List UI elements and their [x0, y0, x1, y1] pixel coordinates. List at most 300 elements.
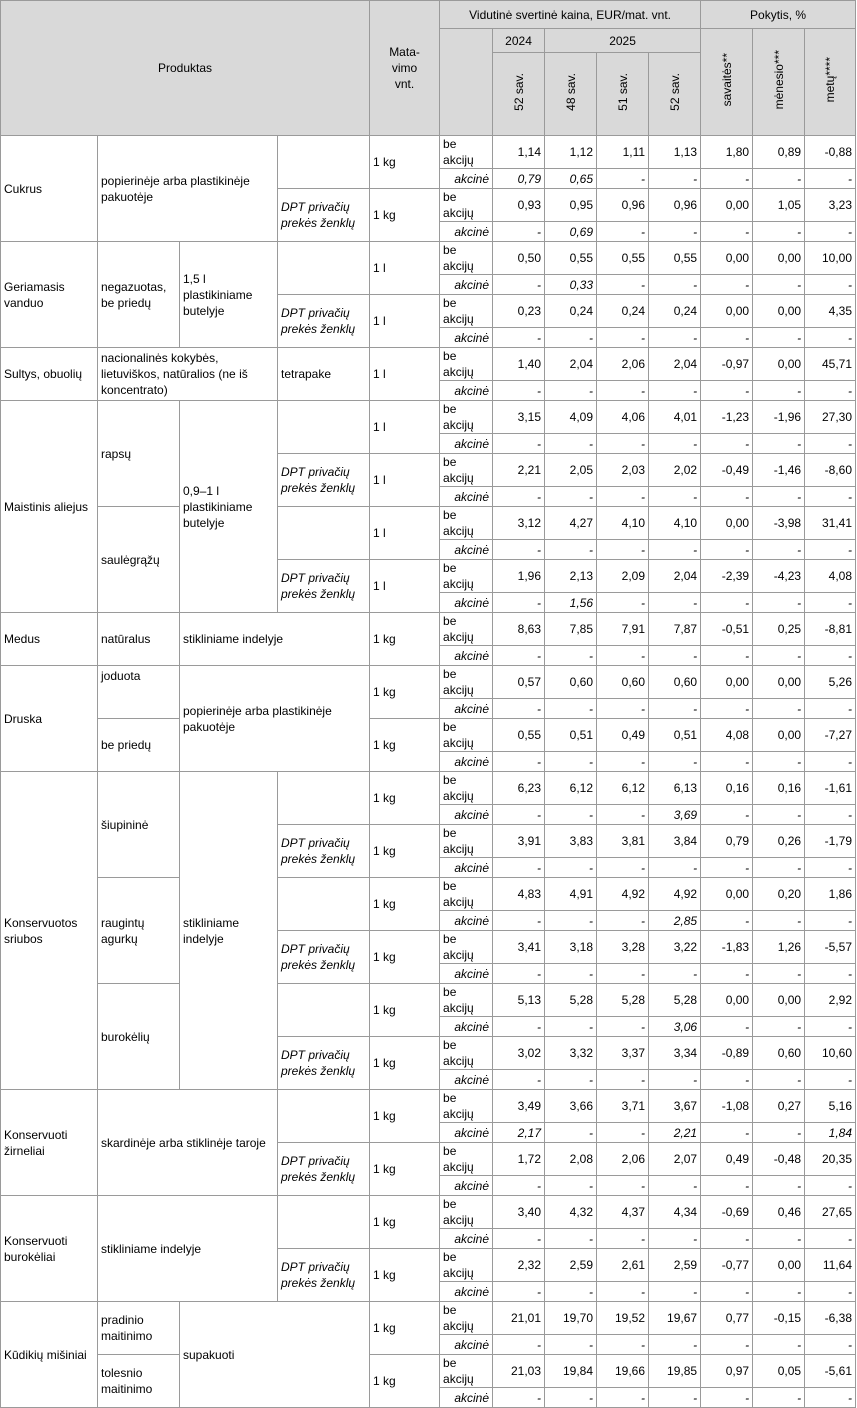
- header-change-group: Pokytis, %: [701, 1, 856, 29]
- value-price-2024-w52: 1,72: [493, 1143, 545, 1176]
- label-be-akciju: be akcijų: [440, 1249, 493, 1282]
- value-change-week: -0,89: [701, 1037, 753, 1070]
- product-pack: popierinėje arba plastikinėje pakuotėje: [98, 136, 278, 242]
- product-type: raugintų agurkų: [98, 878, 180, 984]
- value-change-week: 1,80: [701, 136, 753, 169]
- value-change-week: -: [701, 752, 753, 772]
- value-change-year: -: [805, 487, 856, 507]
- value-change-week: -: [701, 1017, 753, 1037]
- header-week-2025-52: 52 sav.: [649, 53, 701, 136]
- label-akcine: akcinė: [440, 1123, 493, 1143]
- value-price-2025-w51: -: [597, 646, 649, 666]
- value-price-2024-w52: -: [493, 593, 545, 613]
- value-price-2025-w48: -: [545, 1017, 597, 1037]
- label-be-akciju: be akcijų: [440, 1302, 493, 1335]
- value-change-month: -: [753, 1229, 805, 1249]
- value-price-2025-w52: -: [649, 646, 701, 666]
- value-change-week: 0,79: [701, 825, 753, 858]
- value-price-2024-w52: 0,57: [493, 666, 545, 699]
- label-be-akciju: be akcijų: [440, 878, 493, 911]
- value-change-year: 31,41: [805, 507, 856, 540]
- value-change-week: -0,77: [701, 1249, 753, 1282]
- value-price-2024-w52: -: [493, 646, 545, 666]
- value-price-2025-w51: -: [597, 1229, 649, 1249]
- value-price-2025-w51: -: [597, 540, 649, 560]
- value-price-2025-w48: -: [545, 1176, 597, 1196]
- value-change-week: -: [701, 699, 753, 719]
- value-price-2024-w52: 3,12: [493, 507, 545, 540]
- value-price-2025-w52: -: [649, 381, 701, 401]
- product-pack: popierinėje arba plastikinėje pakuotėje: [180, 666, 370, 772]
- label-akcine: akcinė: [440, 752, 493, 772]
- value-price-2025-w51: -: [597, 752, 649, 772]
- unit-cell: 1 l: [370, 401, 440, 454]
- value-price-2025-w52: 0,96: [649, 189, 701, 222]
- value-price-2025-w48: -: [545, 1229, 597, 1249]
- label-akcine: akcinė: [440, 1070, 493, 1090]
- value-price-2025-w48: 2,05: [545, 454, 597, 487]
- value-price-2025-w51: 3,71: [597, 1090, 649, 1123]
- value-change-month: -: [753, 169, 805, 189]
- value-price-2025-w48: 19,70: [545, 1302, 597, 1335]
- value-price-2024-w52: -: [493, 1388, 545, 1408]
- product-pack: skardinėje arba stiklinėje taroje: [98, 1090, 278, 1196]
- value-change-month: 0,26: [753, 825, 805, 858]
- label-akcine: akcinė: [440, 540, 493, 560]
- value-change-year: -1,61: [805, 772, 856, 805]
- product-type: pradinio maitinimo: [98, 1302, 180, 1355]
- label-be-akciju: be akcijų: [440, 931, 493, 964]
- value-change-year: -: [805, 169, 856, 189]
- value-price-2025-w52: 2,59: [649, 1249, 701, 1282]
- value-price-2024-w52: 0,23: [493, 295, 545, 328]
- value-price-2025-w52: -: [649, 1335, 701, 1355]
- value-change-month: -4,23: [753, 560, 805, 593]
- value-change-year: 5,16: [805, 1090, 856, 1123]
- value-change-month: -: [753, 434, 805, 454]
- header-year-2025: 2025: [545, 29, 701, 53]
- label-akcine: akcinė: [440, 1282, 493, 1302]
- brand-cell: [278, 242, 370, 295]
- unit-cell: 1 kg: [370, 984, 440, 1037]
- value-price-2024-w52: 3,49: [493, 1090, 545, 1123]
- value-change-month: 0,20: [753, 878, 805, 911]
- label-akcine: akcinė: [440, 381, 493, 401]
- value-price-2025-w48: 4,91: [545, 878, 597, 911]
- value-price-2025-w52: 7,87: [649, 613, 701, 646]
- value-price-2025-w51: -: [597, 381, 649, 401]
- label-be-akciju: be akcijų: [440, 1037, 493, 1070]
- table-row: [1, 984, 856, 1017]
- header-change-month: mėnesio***: [753, 29, 805, 136]
- value-change-month: -: [753, 1335, 805, 1355]
- value-price-2024-w52: -: [493, 328, 545, 348]
- value-price-2025-w51: 2,06: [597, 1143, 649, 1176]
- value-price-2024-w52: -: [493, 1176, 545, 1196]
- value-price-2024-w52: 8,63: [493, 613, 545, 646]
- value-price-2024-w52: -: [493, 911, 545, 931]
- brand-cell: [278, 401, 370, 454]
- value-price-2024-w52: 0,50: [493, 242, 545, 275]
- value-price-2024-w52: 1,14: [493, 136, 545, 169]
- value-price-2025-w48: 0,69: [545, 222, 597, 242]
- unit-cell: 1 kg: [370, 878, 440, 931]
- value-change-week: -0,49: [701, 454, 753, 487]
- label-akcine: akcinė: [440, 911, 493, 931]
- value-price-2024-w52: 3,15: [493, 401, 545, 434]
- value-price-2024-w52: 3,40: [493, 1196, 545, 1229]
- table-row: [1, 1196, 856, 1229]
- value-price-2025-w51: 4,10: [597, 507, 649, 540]
- value-price-2025-w48: -: [545, 381, 597, 401]
- value-change-year: 1,84: [805, 1123, 856, 1143]
- value-change-year: -: [805, 381, 856, 401]
- value-price-2024-w52: -: [493, 1017, 545, 1037]
- value-price-2025-w52: 0,55: [649, 242, 701, 275]
- table-row: [1, 348, 856, 381]
- value-price-2025-w52: -: [649, 169, 701, 189]
- value-price-2025-w48: 4,27: [545, 507, 597, 540]
- value-change-week: 0,77: [701, 1302, 753, 1335]
- value-change-year: 10,60: [805, 1037, 856, 1070]
- product-type: joduota: [98, 666, 180, 719]
- value-change-year: -5,57: [805, 931, 856, 964]
- product-pack: tetrapake: [278, 348, 370, 401]
- value-change-month: 1,26: [753, 931, 805, 964]
- label-akcine: akcinė: [440, 1388, 493, 1408]
- value-price-2025-w51: -: [597, 858, 649, 878]
- value-change-year: -: [805, 805, 856, 825]
- value-price-2025-w52: 3,69: [649, 805, 701, 825]
- value-price-2025-w51: -: [597, 169, 649, 189]
- label-be-akciju: be akcijų: [440, 719, 493, 752]
- value-price-2025-w51: -: [597, 275, 649, 295]
- value-change-week: -: [701, 646, 753, 666]
- value-price-2025-w51: 1,11: [597, 136, 649, 169]
- value-price-2024-w52: -: [493, 434, 545, 454]
- unit-cell: 1 l: [370, 454, 440, 507]
- value-change-week: -0,97: [701, 348, 753, 381]
- unit-cell: 1 kg: [370, 666, 440, 719]
- value-price-2025-w52: 4,92: [649, 878, 701, 911]
- value-price-2025-w48: 3,32: [545, 1037, 597, 1070]
- value-change-year: -8,60: [805, 454, 856, 487]
- value-change-month: 0,25: [753, 613, 805, 646]
- value-change-month: -0,15: [753, 1302, 805, 1335]
- product-pack: 1,5 l plastikiniame butelyje: [180, 242, 278, 348]
- product-name: Medus: [1, 613, 98, 666]
- unit-cell: 1 kg: [370, 825, 440, 878]
- value-price-2025-w51: 0,60: [597, 666, 649, 699]
- value-price-2025-w51: -: [597, 699, 649, 719]
- value-price-2025-w51: 4,92: [597, 878, 649, 911]
- value-change-week: 0,00: [701, 189, 753, 222]
- value-price-2024-w52: 4,83: [493, 878, 545, 911]
- value-change-month: -: [753, 699, 805, 719]
- table-row: [1, 242, 856, 275]
- value-price-2025-w52: -: [649, 1388, 701, 1408]
- unit-cell: 1 kg: [370, 136, 440, 189]
- value-price-2025-w51: 3,37: [597, 1037, 649, 1070]
- product-type: tolesnio maitinimo: [98, 1355, 180, 1408]
- value-price-2025-w51: -: [597, 805, 649, 825]
- product-name: Maistinis aliejus: [1, 401, 98, 613]
- unit-cell: 1 l: [370, 295, 440, 348]
- value-price-2025-w52: -: [649, 222, 701, 242]
- value-change-year: -: [805, 1070, 856, 1090]
- value-change-week: -: [701, 1229, 753, 1249]
- value-change-year: -: [805, 593, 856, 613]
- brand-cell: [278, 772, 370, 825]
- value-change-month: -0,48: [753, 1143, 805, 1176]
- label-be-akciju: be akcijų: [440, 666, 493, 699]
- value-price-2024-w52: 1,40: [493, 348, 545, 381]
- value-change-month: 0,89: [753, 136, 805, 169]
- product-name: Cukrus: [1, 136, 98, 242]
- header-blank: [440, 29, 493, 136]
- value-change-week: -2,39: [701, 560, 753, 593]
- value-change-year: -8,81: [805, 613, 856, 646]
- table-row: [1, 401, 856, 434]
- value-price-2025-w51: 6,12: [597, 772, 649, 805]
- unit-cell: 1 kg: [370, 189, 440, 242]
- value-price-2025-w48: -: [545, 911, 597, 931]
- value-price-2025-w52: -: [649, 487, 701, 507]
- label-akcine: akcinė: [440, 699, 493, 719]
- label-akcine: akcinė: [440, 169, 493, 189]
- value-price-2025-w48: 0,24: [545, 295, 597, 328]
- value-change-week: -: [701, 540, 753, 560]
- label-akcine: akcinė: [440, 858, 493, 878]
- value-price-2025-w51: -: [597, 1335, 649, 1355]
- value-price-2025-w52: 2,04: [649, 560, 701, 593]
- value-price-2025-w52: -: [649, 1070, 701, 1090]
- value-price-2025-w52: 3,34: [649, 1037, 701, 1070]
- label-be-akciju: be akcijų: [440, 401, 493, 434]
- value-change-month: -: [753, 328, 805, 348]
- product-name: Geriamasis vanduo: [1, 242, 98, 348]
- brand-cell: [278, 1196, 370, 1249]
- value-price-2025-w52: 2,21: [649, 1123, 701, 1143]
- value-change-year: 5,26: [805, 666, 856, 699]
- value-change-year: -: [805, 434, 856, 454]
- product-name: Kūdikių mišiniai: [1, 1302, 98, 1408]
- value-price-2025-w48: 0,95: [545, 189, 597, 222]
- value-price-2025-w48: 3,18: [545, 931, 597, 964]
- value-price-2025-w48: -: [545, 805, 597, 825]
- product-type: burokėlių: [98, 984, 180, 1090]
- label-be-akciju: be akcijų: [440, 772, 493, 805]
- value-price-2025-w48: -: [545, 1123, 597, 1143]
- value-price-2025-w51: -: [597, 1176, 649, 1196]
- value-price-2025-w52: 19,67: [649, 1302, 701, 1335]
- brand-cell: [278, 507, 370, 560]
- value-change-week: -: [701, 328, 753, 348]
- value-change-week: 0,00: [701, 984, 753, 1017]
- value-price-2024-w52: 2,21: [493, 454, 545, 487]
- value-price-2025-w48: 1,56: [545, 593, 597, 613]
- value-price-2025-w48: -: [545, 434, 597, 454]
- brand-dpt: DPT privačių prekės ženklų: [278, 825, 370, 878]
- value-price-2024-w52: 0,79: [493, 169, 545, 189]
- value-change-year: -: [805, 858, 856, 878]
- label-be-akciju: be akcijų: [440, 1143, 493, 1176]
- value-price-2024-w52: 0,55: [493, 719, 545, 752]
- value-change-week: -1,08: [701, 1090, 753, 1123]
- label-akcine: akcinė: [440, 275, 493, 295]
- value-price-2024-w52: -: [493, 805, 545, 825]
- value-price-2025-w52: -: [649, 593, 701, 613]
- unit-cell: 1 kg: [370, 1090, 440, 1143]
- value-price-2024-w52: -: [493, 540, 545, 560]
- header-week-2025-48: 48 sav.: [545, 53, 597, 136]
- value-price-2025-w48: 0,55: [545, 242, 597, 275]
- value-price-2025-w51: 4,06: [597, 401, 649, 434]
- label-be-akciju: be akcijų: [440, 984, 493, 1017]
- value-price-2024-w52: -: [493, 964, 545, 984]
- product-type: natūralus: [98, 613, 180, 666]
- label-akcine: akcinė: [440, 593, 493, 613]
- value-change-month: -: [753, 593, 805, 613]
- value-change-week: 0,97: [701, 1355, 753, 1388]
- value-price-2024-w52: -: [493, 1335, 545, 1355]
- product-type: nacionalinės kokybės, lietuviškos, natūralios (ne iš koncentrato): [98, 348, 278, 401]
- value-price-2025-w52: 2,02: [649, 454, 701, 487]
- value-change-year: 27,30: [805, 401, 856, 434]
- value-price-2025-w51: 0,49: [597, 719, 649, 752]
- value-price-2025-w52: -: [649, 275, 701, 295]
- value-price-2024-w52: 21,01: [493, 1302, 545, 1335]
- value-price-2025-w52: -: [649, 964, 701, 984]
- value-change-week: -0,51: [701, 613, 753, 646]
- brand-cell: [278, 1090, 370, 1143]
- value-price-2024-w52: -: [493, 752, 545, 772]
- value-change-year: -: [805, 1017, 856, 1037]
- value-change-week: -1,23: [701, 401, 753, 434]
- table-row: [1, 666, 856, 699]
- label-akcine: akcinė: [440, 487, 493, 507]
- label-be-akciju: be akcijų: [440, 454, 493, 487]
- label-akcine: akcinė: [440, 328, 493, 348]
- value-change-week: -: [701, 381, 753, 401]
- unit-cell: 1 kg: [370, 1037, 440, 1090]
- product-type: negazuotas, be priedų: [98, 242, 180, 348]
- value-change-month: 0,16: [753, 772, 805, 805]
- value-price-2025-w52: 5,28: [649, 984, 701, 1017]
- value-change-week: 0,49: [701, 1143, 753, 1176]
- value-price-2025-w51: -: [597, 222, 649, 242]
- unit-cell: 1 l: [370, 348, 440, 401]
- product-pack: stikliniame indelyje: [98, 1196, 278, 1302]
- value-price-2025-w51: 0,96: [597, 189, 649, 222]
- value-price-2025-w48: 0,60: [545, 666, 597, 699]
- value-change-month: -: [753, 858, 805, 878]
- unit-cell: 1 kg: [370, 613, 440, 666]
- value-price-2025-w52: 19,85: [649, 1355, 701, 1388]
- header-change-year: metų****: [805, 29, 856, 136]
- unit-cell: 1 kg: [370, 1143, 440, 1196]
- label-akcine: akcinė: [440, 1229, 493, 1249]
- value-price-2024-w52: -: [493, 1282, 545, 1302]
- value-price-2025-w51: -: [597, 487, 649, 507]
- value-price-2025-w51: 2,09: [597, 560, 649, 593]
- label-be-akciju: be akcijų: [440, 613, 493, 646]
- product-pack: stikliniame indelyje: [180, 613, 370, 666]
- label-be-akciju: be akcijų: [440, 1355, 493, 1388]
- value-price-2025-w52: -: [649, 699, 701, 719]
- label-akcine: akcinė: [440, 1017, 493, 1037]
- label-akcine: akcinė: [440, 1176, 493, 1196]
- value-change-year: -: [805, 964, 856, 984]
- value-change-week: -: [701, 964, 753, 984]
- value-change-week: -: [701, 1176, 753, 1196]
- product-name: Druska: [1, 666, 98, 772]
- value-price-2024-w52: -: [493, 858, 545, 878]
- value-price-2024-w52: -: [493, 1229, 545, 1249]
- value-change-week: -0,69: [701, 1196, 753, 1229]
- value-price-2025-w52: -: [649, 540, 701, 560]
- value-change-year: 3,23: [805, 189, 856, 222]
- value-change-year: 45,71: [805, 348, 856, 381]
- value-change-week: -: [701, 1070, 753, 1090]
- value-change-week: -: [701, 858, 753, 878]
- value-change-week: -: [701, 487, 753, 507]
- value-price-2025-w48: 1,12: [545, 136, 597, 169]
- value-change-week: -: [701, 593, 753, 613]
- value-price-2025-w48: 5,28: [545, 984, 597, 1017]
- value-change-week: 0,16: [701, 772, 753, 805]
- value-price-2025-w48: -: [545, 487, 597, 507]
- value-change-month: -1,96: [753, 401, 805, 434]
- brand-dpt: DPT privačių prekės ženklų: [278, 1249, 370, 1302]
- header-unit: Mata- vimo vnt.: [370, 1, 440, 136]
- table-row: [1, 719, 856, 752]
- value-price-2025-w52: -: [649, 1229, 701, 1249]
- value-change-year: 27,65: [805, 1196, 856, 1229]
- value-change-month: -: [753, 964, 805, 984]
- unit-cell: 1 kg: [370, 1302, 440, 1355]
- value-price-2024-w52: -: [493, 699, 545, 719]
- value-change-year: -: [805, 1282, 856, 1302]
- value-price-2024-w52: 3,02: [493, 1037, 545, 1070]
- value-change-year: 20,35: [805, 1143, 856, 1176]
- value-change-month: 0,00: [753, 242, 805, 275]
- value-change-month: -: [753, 646, 805, 666]
- value-price-2025-w48: 2,08: [545, 1143, 597, 1176]
- value-price-2025-w51: -: [597, 593, 649, 613]
- label-akcine: akcinė: [440, 646, 493, 666]
- value-price-2024-w52: 6,23: [493, 772, 545, 805]
- product-type: rapsų: [98, 401, 180, 507]
- value-price-2025-w48: 0,51: [545, 719, 597, 752]
- value-price-2025-w51: -: [597, 1070, 649, 1090]
- table-row: [1, 136, 856, 169]
- header-product: Produktas: [1, 1, 370, 136]
- value-price-2025-w52: -: [649, 858, 701, 878]
- brand-dpt: DPT privačių prekės ženklų: [278, 295, 370, 348]
- brand-dpt: DPT privačių prekės ženklų: [278, 931, 370, 984]
- product-type: šiupininė: [98, 772, 180, 878]
- brand-dpt: DPT privačių prekės ženklų: [278, 454, 370, 507]
- value-price-2024-w52: -: [493, 487, 545, 507]
- value-price-2025-w51: -: [597, 964, 649, 984]
- value-price-2024-w52: -: [493, 275, 545, 295]
- value-price-2025-w48: -: [545, 1335, 597, 1355]
- value-change-year: 4,08: [805, 560, 856, 593]
- label-be-akciju: be akcijų: [440, 560, 493, 593]
- value-price-2024-w52: 2,17: [493, 1123, 545, 1143]
- value-price-2024-w52: 5,13: [493, 984, 545, 1017]
